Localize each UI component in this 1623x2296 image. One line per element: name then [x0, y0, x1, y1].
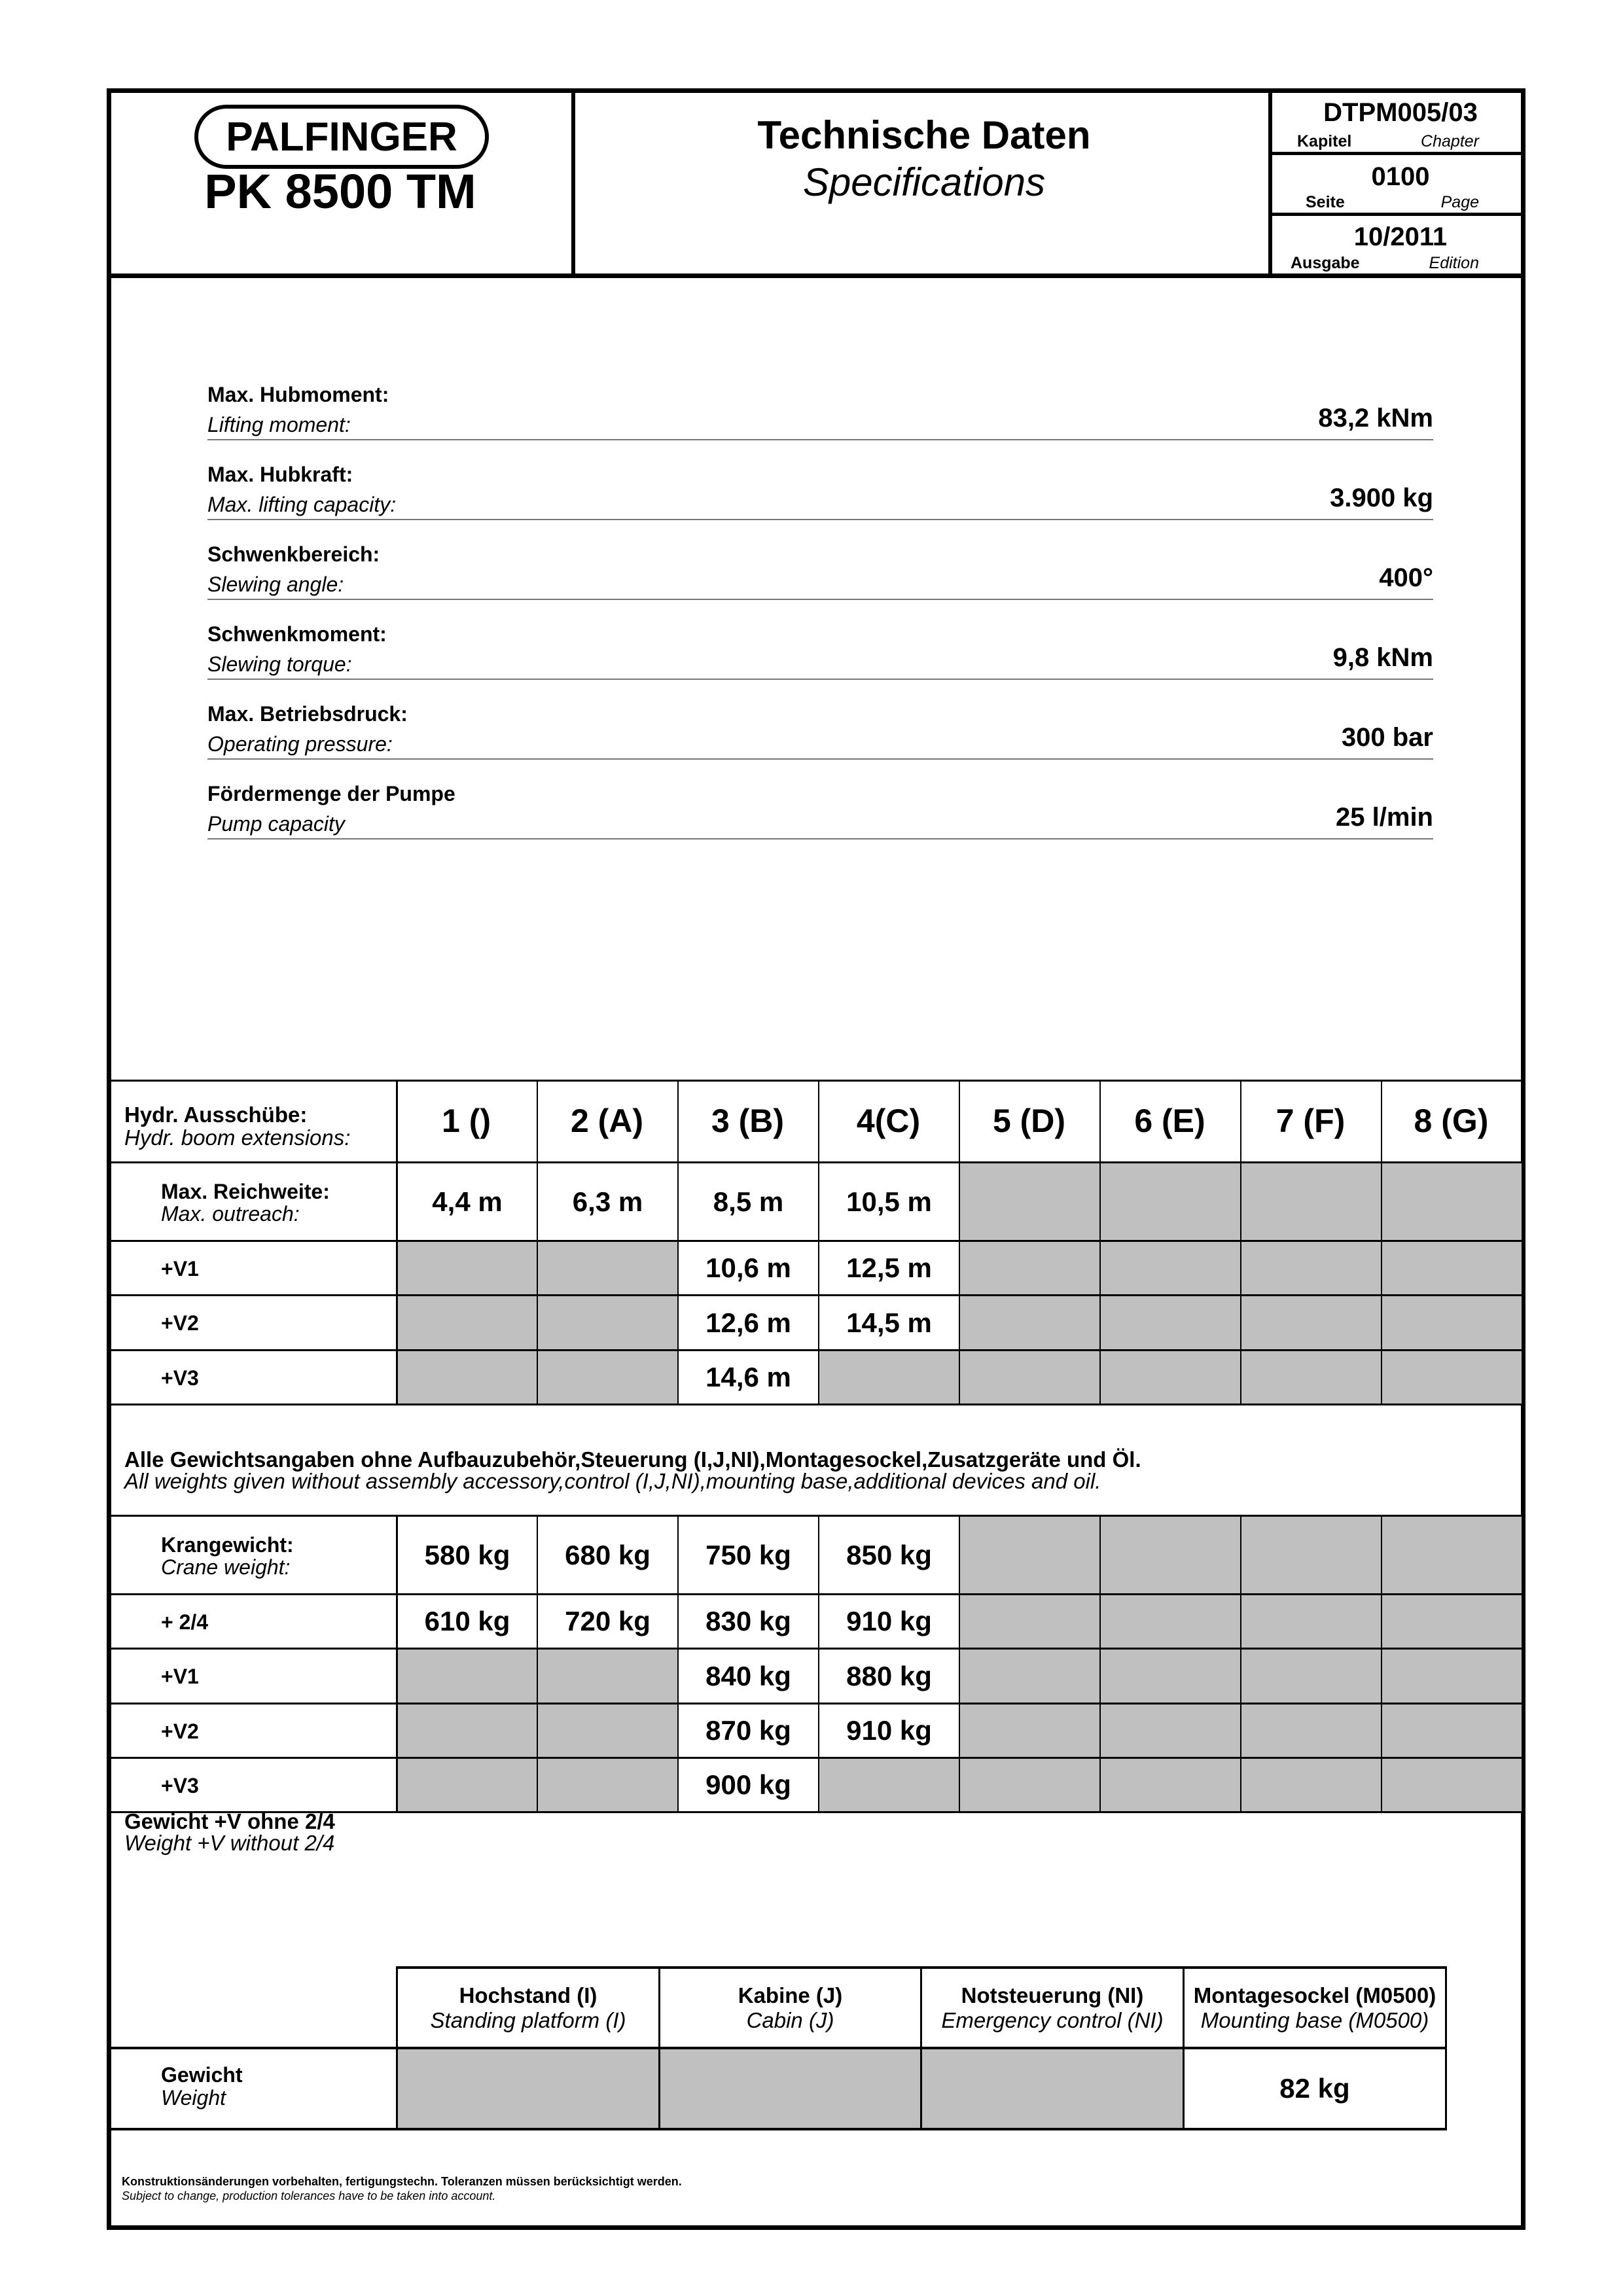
weight-row-cell: 880 kg — [846, 1660, 932, 1691]
extension-column-header: 7 (F) — [1275, 1102, 1346, 1139]
spec-value: 25 l/min — [1336, 803, 1433, 832]
weight-row-cell — [1382, 1595, 1522, 1648]
spec-label-en: Max. lifting capacity: — [207, 493, 397, 516]
accessory-weight-cell — [398, 2049, 658, 2128]
document-title-en: Specifications — [802, 160, 1046, 204]
spec-label-en: Pump capacity — [207, 812, 345, 836]
spec-label-de: Max. Hubmoment: — [207, 383, 389, 406]
weight-row-cell — [1382, 1517, 1522, 1593]
weight-row-cell — [1101, 1650, 1240, 1703]
weight-row-cell — [819, 1759, 959, 1811]
accessory-weight-cell: 82 kg — [1279, 2073, 1350, 2104]
weight-row-cell — [960, 1595, 1099, 1648]
extension-column-header: 4(C) — [856, 1102, 921, 1139]
weight-row-cell: 900 kg — [705, 1769, 791, 1800]
extensions-label-en: Hydr. boom extensions: — [124, 1125, 351, 1150]
header-divider-left — [571, 88, 575, 278]
spec-value: 3.900 kg — [1330, 484, 1433, 512]
weight-row-cell — [960, 1759, 1099, 1811]
document-title-de: Technische Daten — [757, 113, 1091, 157]
accessory-row-label-de: Gewicht — [161, 2063, 243, 2087]
weight-row-cell — [1382, 1759, 1522, 1811]
outreach-row-cell — [1241, 1163, 1381, 1240]
spec-label-de: Schwenkbereich: — [207, 542, 380, 566]
spec-label-de: Schwenkmoment: — [207, 622, 387, 646]
outreach-row-cell — [398, 1351, 537, 1404]
outreach-row-cell — [819, 1351, 959, 1404]
outreach-row-cell: 4,4 m — [432, 1186, 503, 1217]
page-value: 0100 — [1371, 162, 1430, 191]
weight-row-cell: 910 kg — [846, 1715, 932, 1746]
spec-divider — [207, 599, 1433, 600]
page-label-en: Page — [1440, 193, 1479, 211]
weight-row-cell: 840 kg — [705, 1660, 791, 1691]
spec-label-en: Slewing torque: — [207, 652, 352, 676]
weight-row-cell: 750 kg — [705, 1539, 791, 1570]
outreach-row-cell: 6,3 m — [572, 1186, 643, 1217]
outreach-row-cell: 10,5 m — [846, 1186, 932, 1217]
model-name: PK 8500 TM — [204, 164, 476, 219]
outreach-row-cell — [1101, 1296, 1240, 1349]
weight-row-cell: 720 kg — [565, 1606, 651, 1636]
accessory-column-header — [922, 1969, 1183, 2047]
weight-row-cell — [538, 1650, 677, 1703]
spec-label-en: Slewing angle: — [207, 573, 344, 596]
weight-row-cell — [960, 1650, 1099, 1703]
outreach-row-cell: 10,6 m — [705, 1252, 791, 1283]
footer-note-en: Subject to change, production tolerances have to be taken into account. — [122, 2189, 496, 2202]
weight-row-label: +V1 — [161, 1665, 199, 1688]
spec-divider — [207, 519, 1433, 520]
extension-column-header: 5 (D) — [992, 1102, 1066, 1139]
weight-row-cell — [1101, 1595, 1240, 1648]
accessory-column-header — [660, 1969, 920, 2047]
chapter-label-de: Kapitel — [1297, 132, 1352, 150]
weight-row-cell — [1382, 1704, 1522, 1757]
accessory-column-header — [398, 1969, 658, 2047]
weight-row-cell — [1241, 1759, 1381, 1811]
weight-row-label: +V2 — [161, 1719, 199, 1743]
spec-value: 83,2 kNm — [1318, 404, 1433, 433]
chapter-label-en: Chapter — [1421, 132, 1479, 150]
weight-row-cell — [1101, 1517, 1240, 1593]
weight-row-cell: 830 kg — [705, 1606, 791, 1636]
weight-row-cell: 610 kg — [424, 1606, 510, 1636]
accessory-column-header — [1185, 1969, 1445, 2047]
weight-row-label: +V3 — [161, 1773, 199, 1797]
acc-column-divider — [1445, 1966, 1447, 2130]
weight-row-cell — [1241, 1595, 1381, 1648]
extensions-label-de: Hydr. Ausschübe: — [124, 1103, 308, 1127]
outreach-row-cell — [538, 1296, 677, 1349]
meta-divider-1 — [1268, 152, 1525, 155]
accessory-weight-cell — [922, 2049, 1183, 2128]
spec-label-en: Lifting moment: — [207, 413, 351, 436]
spec-value: 400° — [1379, 563, 1433, 592]
weight-row-cell — [538, 1759, 677, 1811]
weight-row-cell — [398, 1650, 537, 1703]
accessory-name-de: Notsteuerung (NI) — [961, 1983, 1144, 2007]
weight-row-cell — [1382, 1650, 1522, 1703]
spec-value: 300 bar — [1341, 723, 1433, 752]
chapter-value: DTPM005/03 — [1323, 98, 1478, 127]
spec-label-en: Operating pressure: — [207, 732, 393, 756]
weight-v-note-en: Weight +V without 2/4 — [124, 1831, 335, 1855]
accessory-name-en: Emergency control (NI) — [941, 2007, 1164, 2032]
weight-row-cell — [538, 1704, 677, 1757]
extension-column-header: 8 (G) — [1414, 1102, 1489, 1139]
extension-column-header: 2 (A) — [570, 1102, 644, 1139]
outreach-row-label-de: Max. Reichweite: — [161, 1180, 330, 1203]
outreach-row-cell — [960, 1351, 1099, 1404]
extension-column-header: 3 (B) — [711, 1102, 785, 1139]
outreach-row-cell — [1101, 1242, 1240, 1294]
outreach-row-cell — [1382, 1351, 1522, 1404]
edition-label-en: Edition — [1429, 254, 1479, 272]
outreach-row-cell — [960, 1163, 1099, 1240]
outreach-row-cell — [1382, 1163, 1522, 1240]
spec-label-de: Fördermenge der Pumpe — [207, 782, 455, 805]
accessory-name-de: Hochstand (I) — [459, 1983, 597, 2007]
extension-column-header: 1 () — [442, 1102, 491, 1139]
grid-row-rule — [111, 1404, 1524, 1405]
weight-row-cell — [398, 1704, 537, 1757]
outreach-row-cell: 12,5 m — [846, 1252, 932, 1283]
weight-row-cell — [1241, 1650, 1381, 1703]
edition-label-de: Ausgabe — [1291, 254, 1360, 272]
accessory-name-de: Montagesockel (M0500) — [1193, 1983, 1436, 2007]
weight-row-cell — [398, 1759, 537, 1811]
weights-note-de: Alle Gewichtsangaben ohne Aufbauzubehör,Steuerung (I,J,NI),Montagesockel,Zusatzgeräte und Öl. — [124, 1447, 1141, 1472]
outreach-row-cell — [1382, 1296, 1522, 1349]
weight-row-cell — [1241, 1517, 1381, 1593]
header-bottom-rule — [107, 274, 1525, 278]
outreach-row-cell — [398, 1296, 537, 1349]
extension-column-header: 6 (E) — [1134, 1102, 1205, 1139]
footer-note-de: Konstruktionsänderungen vorbehalten, fertigungstechn. Toleranzen müssen berücksichtigt werden. — [122, 2175, 682, 2188]
outreach-row-cell — [1382, 1242, 1522, 1294]
edition-value: 10/2011 — [1353, 222, 1448, 251]
spec-divider — [207, 758, 1433, 760]
weight-row-cell — [960, 1517, 1099, 1593]
weight-v-note-de: Gewicht +V ohne 2/4 — [124, 1809, 335, 1833]
weight-row-cell: 680 kg — [565, 1539, 651, 1570]
accessory-name-en: Cabin (J) — [746, 2007, 834, 2032]
outreach-row-cell — [398, 1242, 537, 1294]
weight-row-cell — [1101, 1704, 1240, 1757]
acc-bottom-rule — [111, 2128, 1447, 2130]
outreach-row-cell — [1241, 1296, 1381, 1349]
weight-row-label-de: Krangewicht: — [161, 1533, 294, 1557]
page-label-de: Seite — [1306, 193, 1345, 211]
weight-row-cell — [960, 1704, 1099, 1757]
spec-label-de: Max. Hubkraft: — [207, 463, 353, 486]
weight-row-cell — [1241, 1704, 1381, 1757]
weight-row-cell: 580 kg — [424, 1539, 510, 1570]
accessory-row-label-en: Weight — [161, 2086, 226, 2110]
weight-row-cell — [1101, 1759, 1240, 1811]
spec-divider — [207, 838, 1433, 839]
outreach-row-cell — [960, 1242, 1099, 1294]
spec-divider — [207, 439, 1433, 440]
outreach-row-cell: 14,6 m — [705, 1362, 791, 1392]
outreach-row-cell — [538, 1242, 677, 1294]
outreach-row-label: +V2 — [161, 1311, 199, 1335]
spec-divider — [207, 679, 1433, 680]
outreach-row-label-en: Max. outreach: — [161, 1202, 300, 1226]
outreach-row-label: +V1 — [161, 1256, 199, 1280]
outreach-row-cell: 12,6 m — [705, 1307, 791, 1338]
accessory-weight-cell — [660, 2049, 920, 2128]
accessory-name-en: Mounting base (M0500) — [1200, 2007, 1429, 2032]
weight-row-label: + 2/4 — [161, 1610, 209, 1634]
outreach-row-cell — [1241, 1351, 1381, 1404]
palfinger-logo: PALFINGER — [194, 105, 489, 169]
weights-note-en: All weights given without assembly accessory,control (I,J,NI),mounting base,additional devices and oil. — [124, 1469, 1101, 1493]
outreach-row-cell — [538, 1351, 677, 1404]
outreach-row-cell — [1101, 1351, 1240, 1404]
weight-row-cell: 870 kg — [705, 1715, 791, 1746]
spec-value: 9,8 kNm — [1332, 643, 1433, 672]
outreach-row-cell — [1101, 1163, 1240, 1240]
spec-label-de: Max. Betriebsdruck: — [207, 702, 408, 726]
outreach-row-label: +V3 — [161, 1366, 199, 1390]
outreach-row-cell: 14,5 m — [846, 1307, 932, 1338]
outreach-row-cell — [960, 1296, 1099, 1349]
accessory-name-de: Kabine (J) — [738, 1983, 843, 2007]
meta-divider-2 — [1268, 213, 1525, 216]
weight-row-cell: 850 kg — [846, 1539, 932, 1570]
weight-row-cell: 910 kg — [846, 1606, 932, 1636]
accessory-name-en: Standing platform (I) — [430, 2007, 626, 2032]
outreach-row-cell — [1241, 1242, 1381, 1294]
weight-row-label-en: Crane weight: — [161, 1555, 291, 1579]
outreach-row-cell: 8,5 m — [713, 1186, 784, 1217]
